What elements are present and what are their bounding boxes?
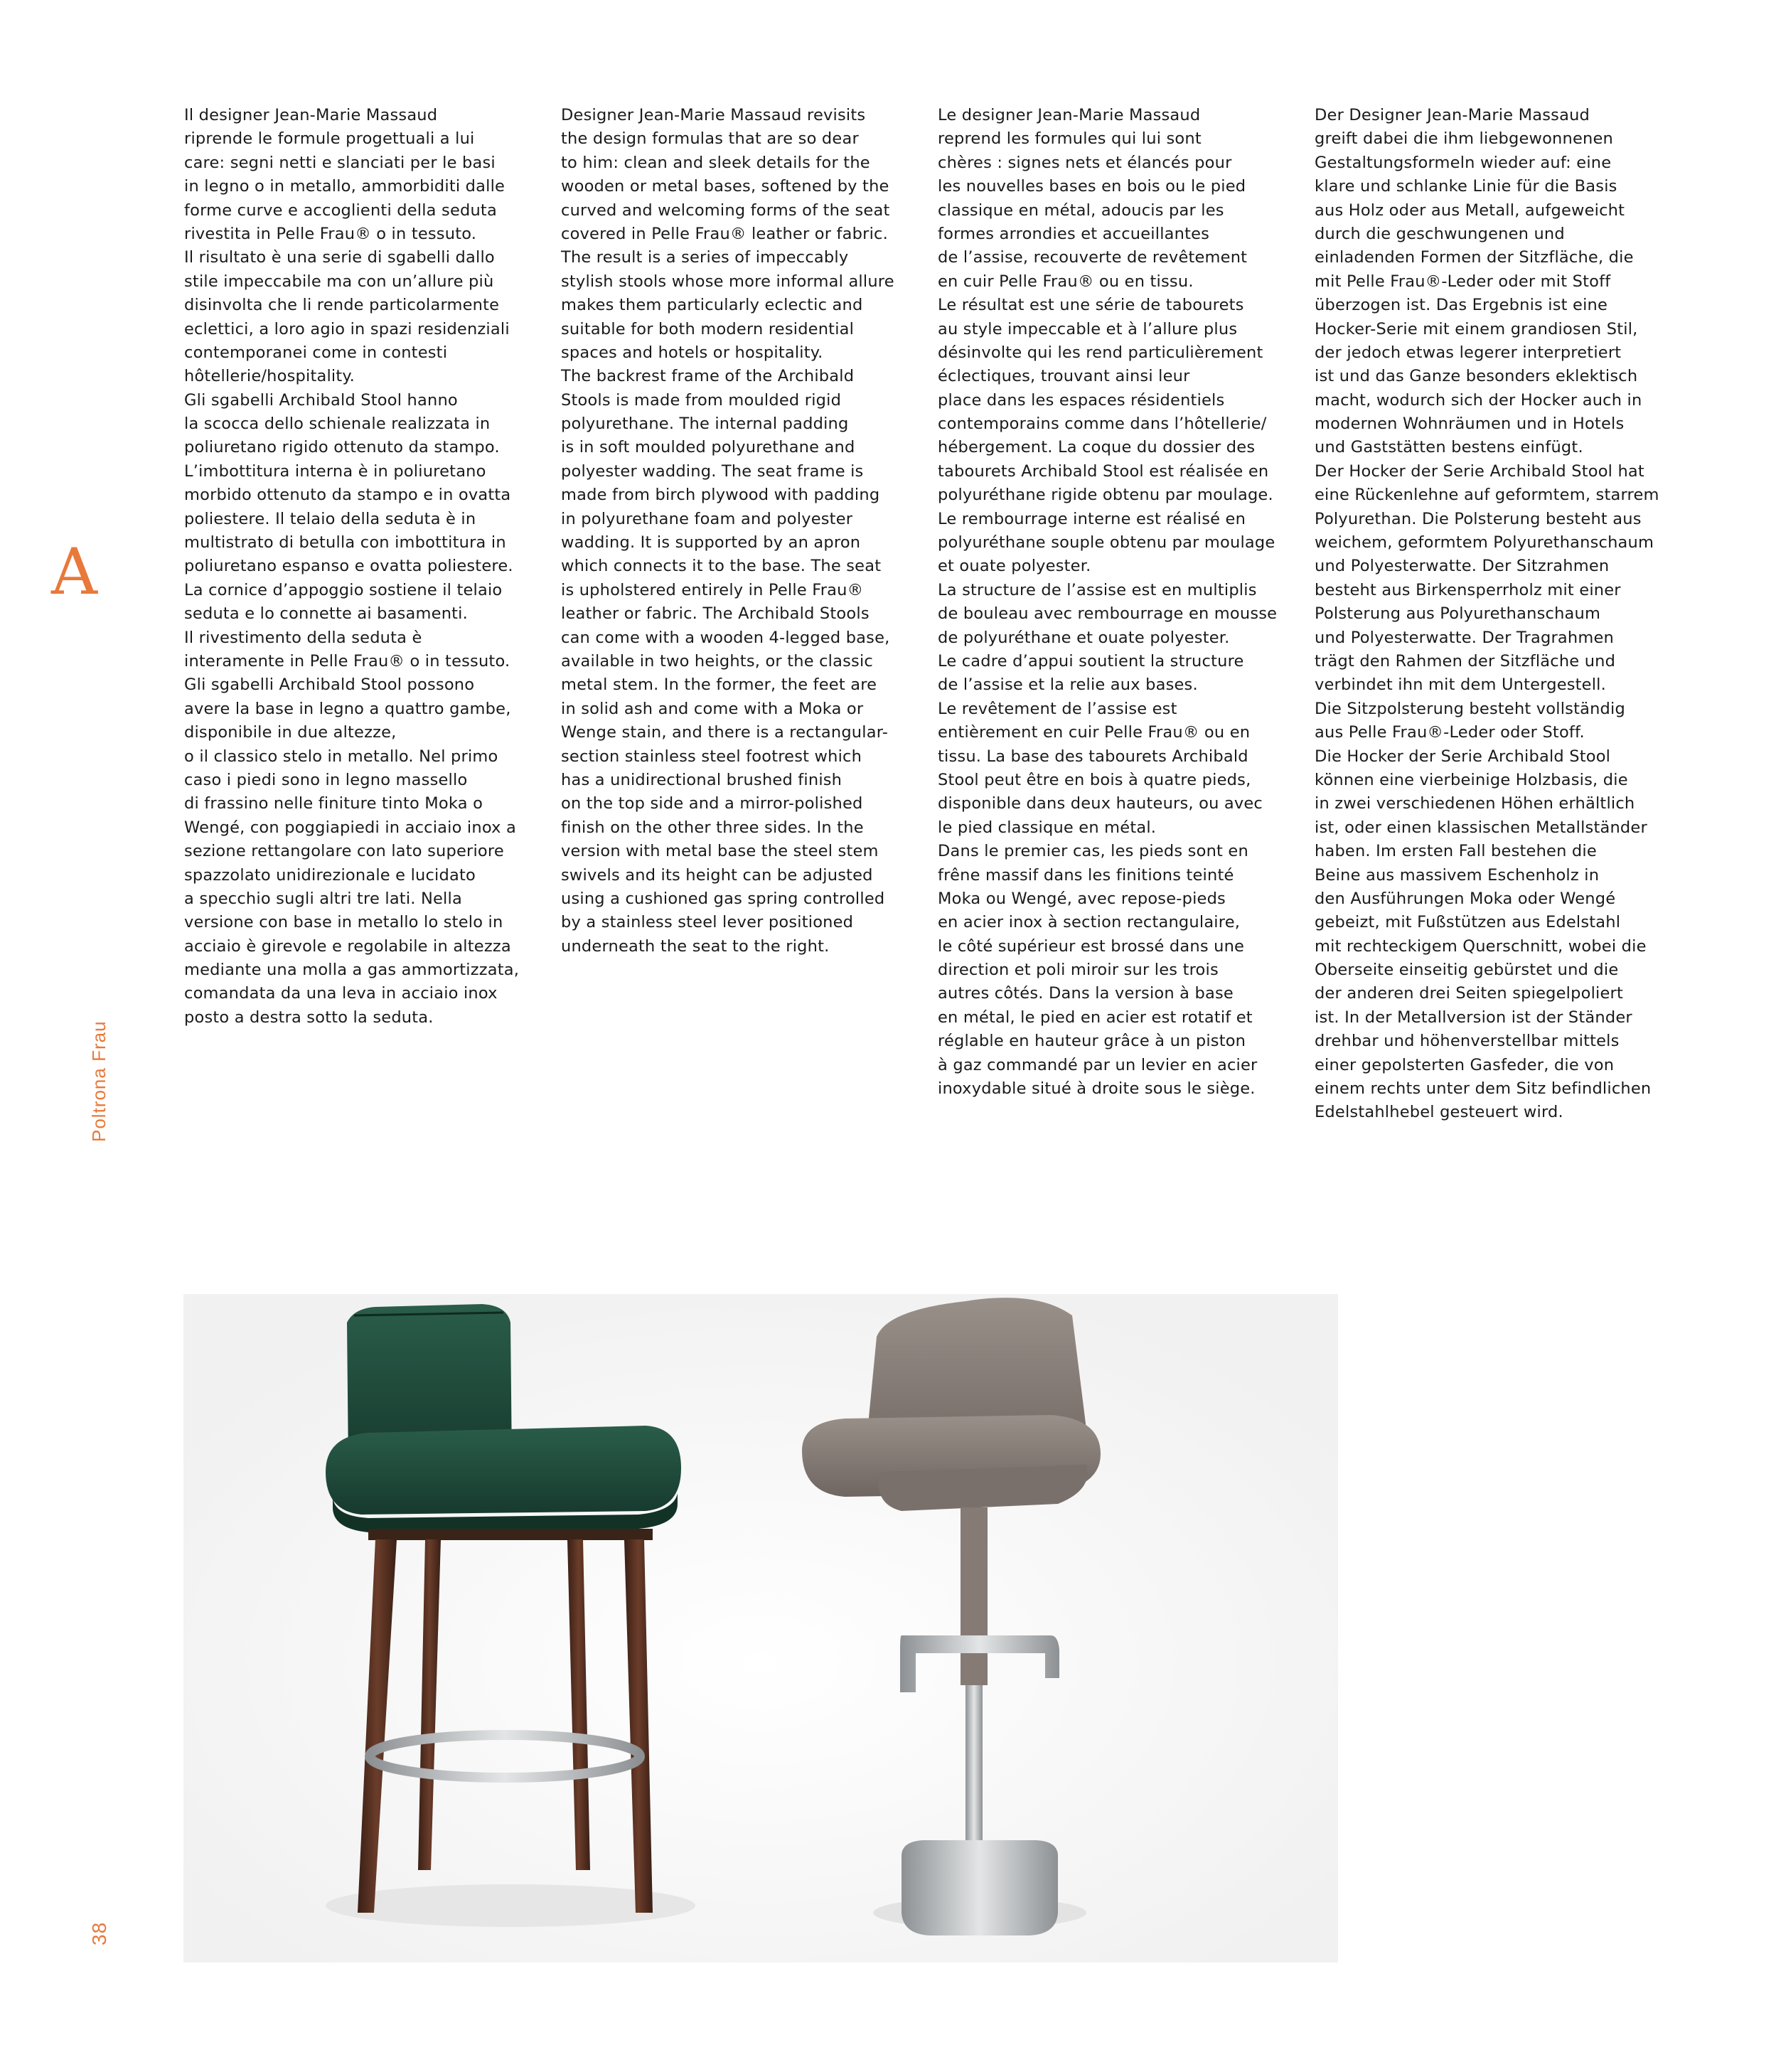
text-line: de l’assise, recouverte de revêtement [938,248,1248,267]
text-line: frêne massif dans les finitions teinté [938,865,1234,885]
text-line: Il risultato è una serie di sgabelli dallo [184,248,495,267]
text-line: Wenge stain, and there is a rectangular- [561,723,889,742]
text-line: to him: clean and sleek details for the [561,153,870,172]
text-line: place dans les espaces résidentiels [938,390,1225,410]
text-line: en cuir Pelle Frau® ou en tissu. [938,272,1194,291]
text-line: suitable for both modern residential [561,319,855,338]
text-line: leather or fabric. The Archibald Stools [561,604,870,624]
text-line: can come with a wooden 4-legged base, [561,628,890,647]
text-line: Il designer Jean-Marie Massaud [184,106,438,124]
text-line: de bouleau avec rembourrage en mousse [938,604,1278,624]
text-line: en métal, le pied en acier est rotatif et [938,1008,1253,1027]
text-line: stile impeccabile ma con un’allure più [184,272,494,291]
text-line: avere la base in legno a quattro gambe, [184,699,511,718]
text-line: polyester wadding. The seat frame is [561,461,864,481]
text-line: Die Sitzpolsterung besteht vollständig [1315,699,1625,718]
text-line: Der Designer Jean-Marie Massaud [1315,106,1590,124]
text-line: macht, wodurch sich der Hocker auch in [1315,390,1642,410]
text-line: gebeizt, mit Fußstützen aus Edelstahl [1315,913,1621,932]
text-line: morbido ottenuto da stampo e in ovatta [184,486,511,505]
text-line: überzogen ist. Das Ergebnis ist eine [1315,296,1608,315]
text-line: underneath the seat to the right. [561,936,830,956]
text-line: finish on the other three sides. In the [561,818,864,837]
text-line: multistrato di betulla con imbottitura in [184,533,506,552]
text-line: care: segni netti e slanciati per le basi [184,153,496,172]
text-line: direction et poli miroir sur les trois [938,961,1219,980]
text-line: version with metal base the steel stem [561,842,879,861]
text-line: durch die geschwungenen und [1315,224,1565,243]
text-line: la scocca dello schienale realizzata in [184,415,491,434]
product-photo-stools [183,1294,1338,1962]
text-line: wooden or metal bases, softened by the [561,177,889,196]
text-line: haben. Im ersten Fall bestehen die [1315,842,1597,861]
text-line: hébergement. La coque du dossier des [938,438,1256,457]
text-line: forme curve e accoglienti della seduta [184,201,497,220]
text-line: has a unidirectional brushed finish [561,770,842,789]
text-line: is upholstered entirely in Pelle Frau® [561,580,864,599]
text-line: aus Pelle Frau®-Leder oder Stoff. [1315,723,1585,742]
text-line: disponible dans deux hauteurs, ou avec [938,794,1263,813]
text-line: formes arrondies et accueillantes [938,224,1210,243]
text-column-french [938,104,1290,1101]
text-line: Le résultat est une série de tabourets [938,296,1244,315]
text-line: poliuretano espanso e ovatta poliestere. [184,557,513,576]
page-number: 38 [88,1921,110,1945]
text-line: spazzolato unidirezionale e lucidato [184,865,476,885]
text-column-german [1315,104,1667,1125]
text-line: der anderen drei Seiten spiegelpoliert [1315,984,1623,1003]
text-line: seduta e lo connette ai basamenti. [184,604,468,624]
text-line: makes them particularly eclectic and [561,296,863,315]
text-line: Le revêtement de l’assise est [938,699,1177,718]
text-line: rivestita in Pelle Frau® o in tessuto. [184,224,477,243]
text-line: The backrest frame of the Archibald [561,367,855,386]
text-line: Die Hocker der Serie Archibald Stool [1315,747,1611,766]
text-line: La cornice d’appoggio sostiene il telaio [184,580,503,599]
text-line: in legno o in metallo, ammorbiditi dalle [184,177,505,196]
text-line: L’imbottitura interna è in poliuretano [184,461,486,481]
text-line: Moka ou Wengé, avec repose-pieds [938,889,1226,908]
brand-vertical-label: Poltrona Frau [88,1020,109,1142]
text-line: Il rivestimento della seduta è [184,628,422,647]
text-line: Gestaltungsformeln wieder auf: eine [1315,153,1612,172]
text-column-english [561,104,914,958]
text-line: versione con base in metallo lo stelo in [184,913,503,932]
text-line: klare und schlanke Linie für die Basis [1315,177,1617,196]
text-line: La structure de l’assise est en multiplis [938,580,1257,599]
text-line: made from birch plywood with padding [561,486,880,505]
text-line: den Ausführungen Moka oder Wengé [1315,889,1616,908]
text-line: Dans le premier cas, les pieds sont en [938,842,1248,861]
text-line: reprend les formules qui lui sont [938,129,1202,149]
text-line: available in two heights, or the classic [561,651,873,671]
text-line: autres côtés. Dans la version à base [938,984,1234,1003]
text-line: de l’assise et la relie aux bases. [938,675,1198,695]
text-line: wadding. It is supported by an apron [561,533,861,552]
text-line: contemporains comme dans l’hôtellerie/ [938,415,1267,434]
text-line: swivels and its height can be adjusted [561,865,873,885]
text-line: in polyurethane foam and polyester [561,509,853,528]
text-line: mit Pelle Frau®-Leder oder mit Stoff [1315,272,1611,291]
text-line: interamente in Pelle Frau® o in tessuto. [184,651,510,671]
text-line: Polsterung aus Polyurethanschaum [1315,604,1601,624]
text-line: Polyurethan. Die Polsterung besteht aus [1315,509,1642,528]
text-line: les nouvelles bases en bois ou le pied [938,177,1246,196]
text-line: weichem, geformtem Polyurethanschaum [1315,533,1654,552]
text-line: chères : signes nets et élancés pour [938,153,1232,172]
text-line: réglable en hauteur grâce à un piston [938,1032,1246,1051]
text-line: classique en métal, adoucis par les [938,201,1224,220]
text-line: trägt den Rahmen der Sitzfläche und [1315,651,1616,671]
text-line: stylish stools whose more informal allure [561,272,894,291]
text-line: covered in Pelle Frau® leather or fabric. [561,224,888,243]
text-line: polyurethane. The internal padding [561,415,849,434]
text-line: Gli sgabelli Archibald Stool possono [184,675,475,695]
text-line: o il classico stelo in metallo. Nel primo [184,747,498,766]
text-line: Stools is made from moulded rigid [561,390,842,410]
text-line: ist und das Ganze besonders eklektisch [1315,367,1638,386]
text-line: ist, oder einen klassischen Metallständer [1315,818,1647,837]
text-line: disponibile in due altezze, [184,723,397,742]
text-line: entièrement en cuir Pelle Frau® ou en [938,723,1251,742]
text-line: Le designer Jean-Marie Massaud [938,106,1201,124]
text-line: hôtellerie/hospitality. [184,367,355,386]
text-line: drehbar und höhenverstellbar mittels [1315,1032,1620,1051]
text-line: Designer Jean-Marie Massaud revisits [561,106,866,124]
text-line: the design formulas that are so dear [561,129,859,149]
text-line: riprende le formule progettuali a lui [184,129,475,149]
text-line: Edelstahlhebel gesteuert wird. [1315,1103,1563,1122]
text-line: désinvolte qui les rend particulièrement [938,343,1263,362]
text-line: which connects it to the base. The seat [561,557,882,576]
text-line: und Polyesterwatte. Der Tragrahmen [1315,628,1614,647]
text-line: aus Holz oder aus Metall, aufgeweicht [1315,201,1625,220]
text-line: en acier inox à section rectangulaire, [938,913,1241,932]
text-line: Stool peut être en bois à quatre pieds, [938,770,1251,789]
text-line: acciaio è girevole e regolabile in altezza [184,936,511,956]
text-line: ist. In der Metallversion ist der Ständer [1315,1008,1632,1027]
text-line: in solid ash and come with a Moka or [561,699,864,718]
text-line: in zwei verschiedenen Höhen erhältlich [1315,794,1635,813]
text-line: der jedoch etwas legerer interpretiert [1315,343,1622,362]
text-line: et ouate polyester. [938,557,1091,576]
text-line: einer gepolsterten Gasfeder, die von [1315,1055,1615,1074]
text-line: à gaz commandé par un levier en acier [938,1055,1258,1074]
text-line: und Gaststätten bestens einfügt. [1315,438,1583,457]
text-line: caso i piedi sono in legno massello [184,770,468,789]
text-line: Wengé, con poggiapiedi in acciaio inox a [184,818,516,837]
text-line: tabourets Archibald Stool est réalisée en [938,461,1269,481]
text-line: comandata da una leva in acciaio inox [184,984,498,1003]
text-line: einladenden Formen der Sitzfläche, die [1315,248,1634,267]
text-line: eine Rückenlehne auf geformtem, starrem [1315,486,1659,505]
text-line: le côté supérieur est brossé dans une [938,936,1245,956]
text-line: a specchio sugli altri tre lati. Nella [184,889,462,908]
text-line: greift dabei die ihm liebgewonnenen [1315,129,1613,149]
text-line: éclectiques, trouvant ainsi leur [938,367,1190,386]
text-line: is in soft moulded polyurethane and [561,438,855,457]
text-column-italian [184,104,537,1030]
text-line: metal stem. In the former, the feet are [561,675,877,695]
text-line: Gli sgabelli Archibald Stool hanno [184,390,458,410]
text-line: mit rechteckigem Querschnitt, wobei die [1315,936,1647,956]
text-line: Le cadre d’appui soutient la structure [938,651,1244,671]
text-line: by a stainless steel lever positioned [561,913,854,932]
text-line: using a cushioned gas spring controlled [561,889,885,908]
text-line: mediante una molla a gas ammortizzata, [184,961,520,980]
text-line: Hocker-Serie mit einem grandiosen Stil, [1315,319,1638,338]
text-line: modernen Wohnräumen und in Hotels [1315,415,1625,434]
text-line: contemporanei come in contesti [184,343,448,362]
text-line: können eine vierbeinige Holzbasis, die [1315,770,1628,789]
text-line: on the top side and a mirror-polished [561,794,863,813]
text-line: inoxydable situé à droite sous le siège. [938,1079,1256,1099]
text-line: curved and welcoming forms of the seat [561,201,890,220]
text-line: Beine aus massivem Eschenholz in [1315,865,1600,885]
text-line: polyuréthane souple obtenu par moulage [938,533,1275,552]
text-line: Oberseite einseitig gebürstet und die [1315,961,1619,980]
text-line: section stainless steel footrest which [561,747,862,766]
text-line: verbindet ihn mit dem Untergestell. [1315,675,1606,695]
text-line: sezione rettangolare con lato superiore [184,842,504,861]
section-letter: A [51,535,97,609]
text-line: disinvolta che li rende particolarmente [184,296,500,315]
text-line: poliestere. Il telaio della seduta è in [184,509,476,528]
text-line: au style impeccable et à l’allure plus [938,319,1238,338]
text-line: The result is a series of impeccably [561,248,849,267]
text-line: besteht aus Birkensperrholz mit einer [1315,580,1621,599]
text-line: de polyuréthane et ouate polyester. [938,628,1230,647]
text-line: Le rembourrage interne est réalisé en [938,509,1246,528]
text-line: spaces and hotels or hospitality. [561,343,823,362]
text-line: einem rechts unter dem Sitz befindlichen [1315,1079,1652,1099]
text-line: poliuretano rigido ottenuto da stampo. [184,438,500,457]
text-line: und Polyesterwatte. Der Sitzrahmen [1315,557,1610,576]
text-line: Der Hocker der Serie Archibald Stool hat [1315,461,1644,481]
text-line: eclettici, a loro agio in spazi residenziali [184,319,510,338]
text-line: polyuréthane rigide obtenu par moulage. [938,486,1273,505]
text-line: tissu. La base des tabourets Archibald [938,747,1248,766]
text-line: le pied classique en métal. [938,818,1157,837]
text-line: di frassino nelle finiture tinto Moka o [184,794,483,813]
text-line: posto a destra sotto la seduta. [184,1008,434,1027]
